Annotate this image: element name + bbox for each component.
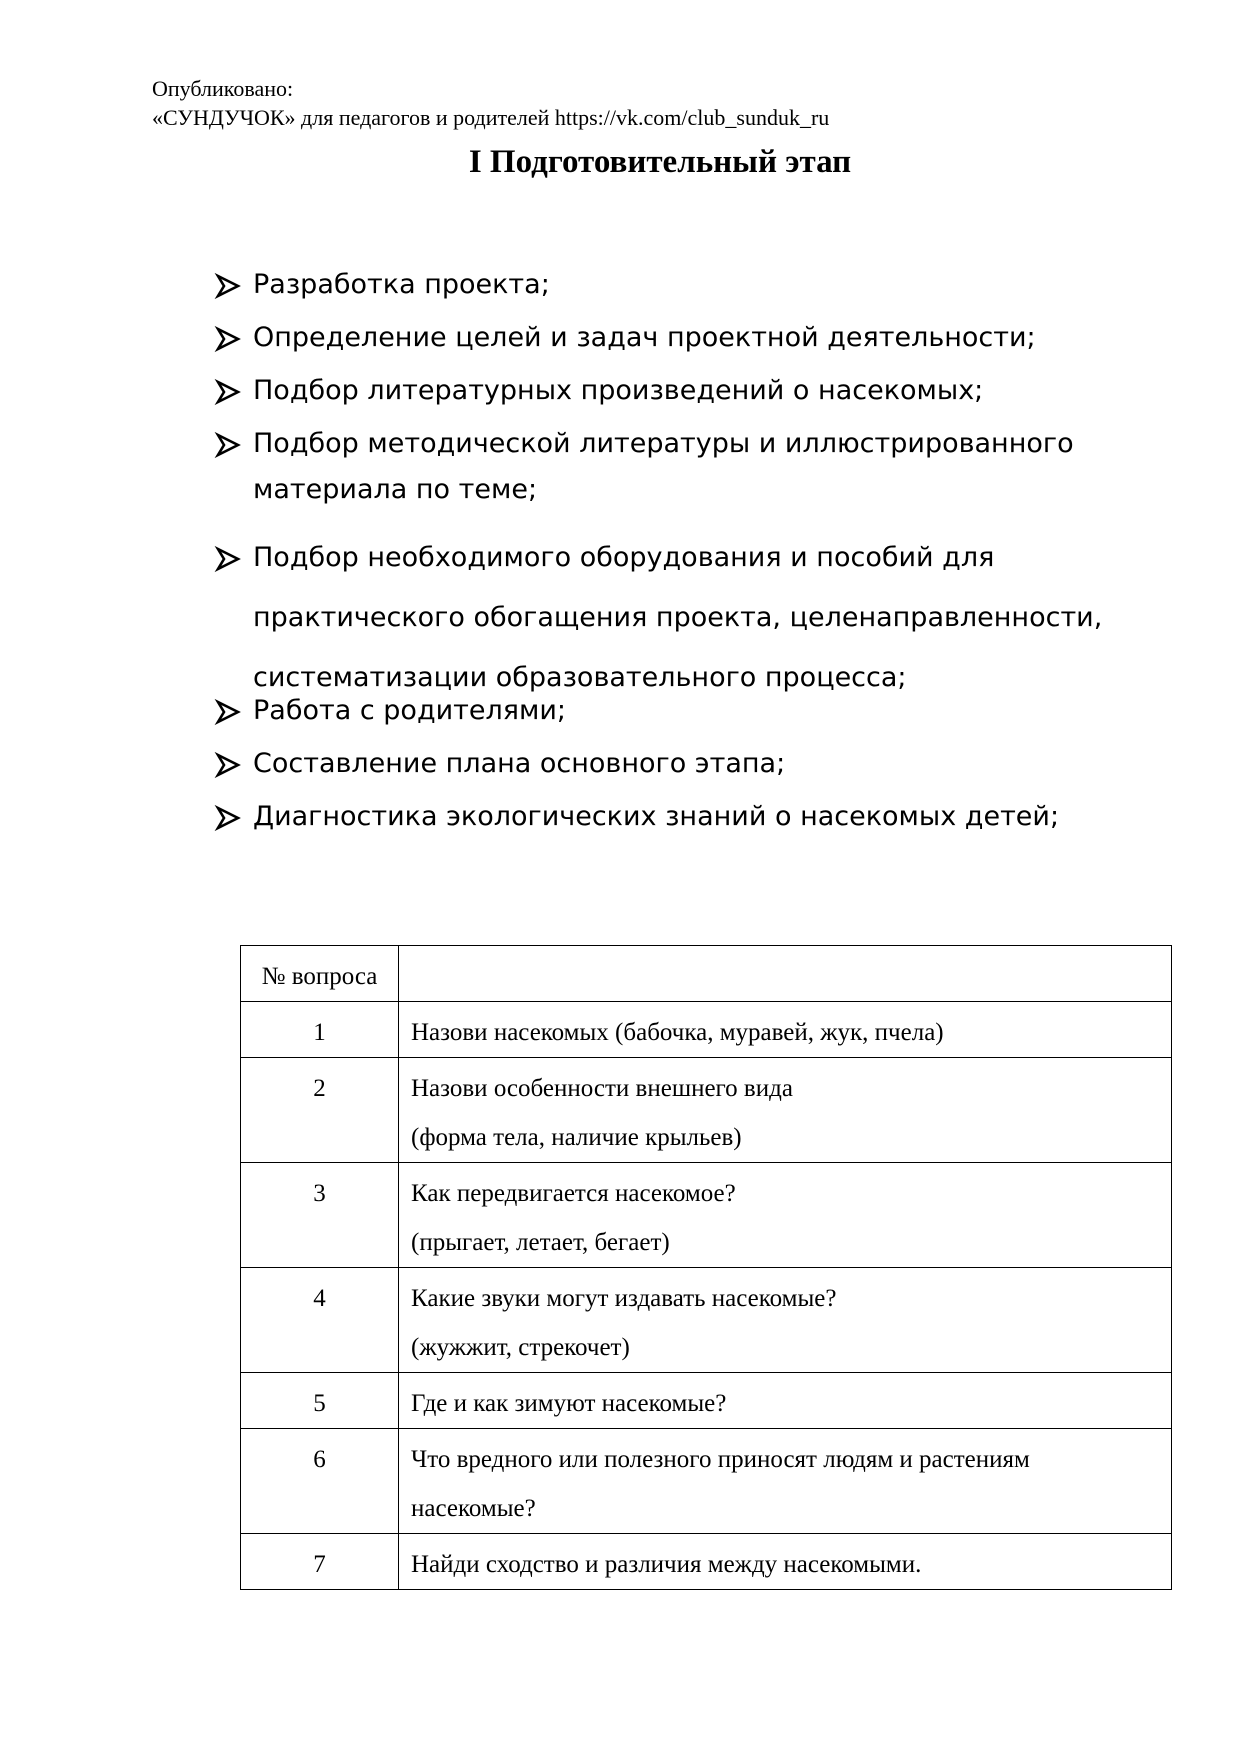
bullet-line: Составление плана основного этапа; (253, 748, 786, 779)
question-number-cell (241, 1058, 399, 1163)
question-header (399, 946, 1172, 1002)
table-row (241, 1268, 1172, 1373)
question-number-header (241, 946, 399, 1002)
arrow-bullet-icon (213, 429, 243, 461)
bullet-text (253, 368, 1133, 414)
bullet-line: практического обогащения проекта, целенаправленности, (253, 602, 1103, 633)
bullet-line: Работа с родителями; (253, 695, 567, 726)
arrow-bullet-icon (213, 696, 243, 728)
question-number-cell (241, 1373, 399, 1429)
bullet-text (253, 315, 1133, 361)
question-line: насекомые? (411, 1495, 536, 1522)
question-number: 1 (313, 1019, 326, 1046)
published-note (152, 74, 829, 132)
question-number: 4 (313, 1285, 326, 1312)
table-row (241, 1534, 1172, 1590)
bullet-line: Подбор методической литературы и иллюстрированного (253, 428, 1074, 459)
bullet-line: Подбор необходимого оборудования и пособий для (253, 542, 995, 573)
table-row (241, 1058, 1172, 1163)
bullet-line: материала по теме; (253, 474, 538, 505)
bullet-line: Определение целей и задач проектной деятельности; (253, 322, 1036, 353)
bullet-line: Подбор литературных произведений о насекомых; (253, 375, 984, 406)
question-line: (жужжит, стрекочет) (411, 1334, 630, 1361)
question-line: Как передвигается насекомое? (411, 1180, 736, 1207)
bullet-line: Разработка проекта; (253, 269, 550, 300)
question-number: 7 (313, 1551, 326, 1578)
question-cell (399, 1429, 1172, 1534)
question-cell (399, 1163, 1172, 1268)
bullet-line: Диагностика экологических знаний о насекомых детей; (253, 801, 1060, 832)
question-line: Какие звуки могут издавать насекомые? (411, 1285, 837, 1312)
table-row (241, 1163, 1172, 1268)
question-cell (399, 1268, 1172, 1373)
published-source: «СУНДУЧОК» для педагогов и родителей https://vk.com/club_sunduk_ru (152, 105, 830, 130)
bullet-text (253, 421, 1133, 513)
question-number-cell (241, 1163, 399, 1268)
question-cell (399, 1373, 1172, 1429)
table-row (241, 1429, 1172, 1534)
arrow-bullet-icon (213, 802, 243, 834)
question-cell (399, 1534, 1172, 1590)
question-number-cell (241, 1534, 399, 1590)
bullet-text (253, 741, 1133, 787)
question-number: 5 (313, 1390, 326, 1417)
question-number: 6 (313, 1446, 326, 1473)
question-number: 3 (313, 1180, 326, 1207)
arrow-bullet-icon (213, 323, 243, 355)
question-number: № вопроса (261, 963, 378, 990)
questions-table (240, 945, 1172, 1590)
arrow-bullet-icon (213, 543, 243, 575)
bullet-text (253, 794, 1133, 840)
bullet-text (253, 528, 1133, 708)
arrow-bullet-icon (213, 376, 243, 408)
question-line: (форма тела, наличие крыльев) (411, 1124, 742, 1151)
arrow-bullet-icon (213, 749, 243, 781)
page-title: I Подготовительный этап (468, 144, 852, 180)
arrow-bullet-icon (213, 270, 243, 302)
question-number-cell (241, 1002, 399, 1058)
question-line: Что вредного или полезного приносят людям и растениям (411, 1446, 1030, 1473)
question-line: Найди сходство и различия между насекомыми. (411, 1551, 922, 1578)
bullet-line: систематизации образовательного процесса; (253, 662, 907, 693)
question-line: Назови насекомых (бабочка, муравей, жук, пчела) (411, 1019, 944, 1046)
question-cell (399, 1002, 1172, 1058)
question-line: Назови особенности внешнего вида (411, 1075, 793, 1102)
question-cell (399, 1058, 1172, 1163)
bullet-text (253, 688, 1133, 734)
table-row (241, 1373, 1172, 1429)
bullet-text (253, 262, 1133, 308)
question-number: 2 (313, 1075, 326, 1102)
question-number-cell (241, 1268, 399, 1373)
question-line: (прыгает, летает, бегает) (411, 1229, 670, 1256)
question-line: Где и как зимуют насекомые? (411, 1390, 727, 1417)
table-row (241, 1002, 1172, 1058)
question-number-cell (241, 1429, 399, 1534)
table-header-row (241, 946, 1172, 1002)
published-label: Опубликовано: (152, 76, 294, 101)
